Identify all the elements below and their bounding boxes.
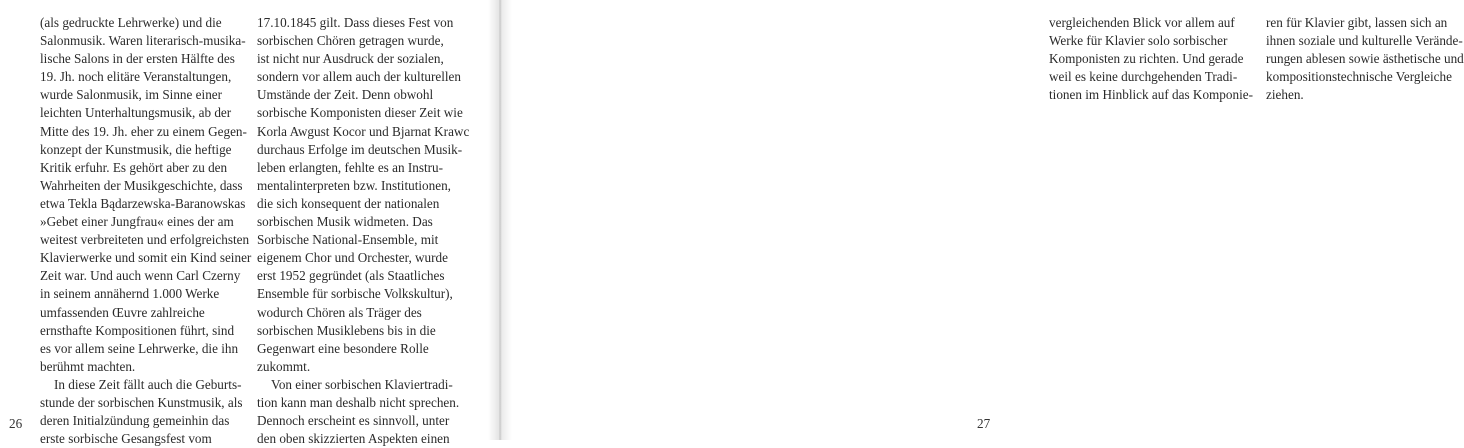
text-line: durchaus Erfolge im deutschen Musik- (257, 141, 463, 157)
text-line: Wahrheiten der Musikgeschichte, dass (40, 177, 243, 193)
left-page (0, 0, 500, 447)
text-line: die sich konsequent der nationalen (257, 195, 440, 211)
text-line: vergleichenden Blick vor allem auf (1049, 15, 1235, 30)
text-line: sorbischen Musik widmeten. Das (257, 214, 433, 230)
text-line: lische Salons in der ersten Hälfte des (40, 51, 235, 67)
text-line: stunde der sorbischen Kunstmusik, als (40, 394, 243, 410)
text-line: Salonmusik. Waren literarisch-musika- (40, 33, 246, 49)
text-line: weil es keine durchgehenden Tradi- (1049, 69, 1238, 85)
text-line: Komponisten zu richten. Und gerade (1049, 51, 1244, 67)
text-line: in seinem annähernd 1.000 Werke (40, 286, 220, 302)
text-line: Kritik erfuhr. Es gehört aber zu den (40, 159, 228, 175)
text-line: sorbische Komponisten dieser Zeit wie (257, 105, 463, 121)
page-number-left: 26 (9, 416, 23, 431)
text-line: eigenem Chor und Orchester, wurde (257, 250, 448, 266)
text-line: sorbischen Chören getragen wurde, (257, 33, 444, 49)
text-line: wodurch Chören als Träger des (257, 304, 422, 320)
text-line: 17.10.1845 gilt. Dass dieses Fest von (257, 15, 454, 30)
text-line: mentalinterpreten bzw. Institutionen, (257, 177, 451, 193)
text-line: Umstände der Zeit. Denn obwohl (257, 87, 434, 103)
text-line: Dennoch erscheint es sinnvoll, unter (257, 413, 450, 429)
text-line: sondern vor allem auch der kulturellen (257, 69, 461, 85)
text-line: Werke für Klavier solo sorbischer (1049, 33, 1228, 49)
text-line: Von einer sorbischen Klaviertradi- (271, 376, 453, 392)
text-line: sorbischen Musiklebens bis in die (257, 322, 436, 338)
right-page-column-1 (1049, 14, 1253, 104)
text-line: zukommt. (257, 358, 311, 374)
text-line: den oben skizzierten Aspekten einen (257, 431, 450, 447)
text-line: »Gebet einer Jungfrau« eines der am (40, 214, 234, 230)
text-line: berühmt machten. (40, 358, 136, 374)
text-line: Korla Awgust Kocor und Bjarnat Krawc (257, 123, 470, 139)
text-line: deren Initialzündung gemeinhin das (40, 413, 230, 429)
text-line: kompositionstechnische Vergleiche (1266, 69, 1452, 85)
right-page (500, 0, 1464, 440)
page-number-right: 27 (977, 416, 991, 431)
text-line: leichten Unterhaltungsmusik, ab der (40, 105, 232, 121)
text-line: umfassenden Œuvre zahlreiche (40, 304, 205, 320)
text-line: ren für Klavier gibt, lassen sich an (1266, 15, 1448, 30)
text-line: tion kann man deshalb nicht sprechen. (257, 394, 460, 410)
text-line: Sorbische National-Ensemble, mit (257, 232, 439, 248)
left-page-column-2 (257, 14, 469, 448)
text-line: Gegenwart eine besondere Rolle (257, 340, 429, 356)
text-line: leben erlangten, fehlte es an Instru- (257, 159, 444, 175)
text-line: Ensemble für sorbische Volkskultur), (257, 286, 453, 302)
text-line: ernsthafte Kompositionen führt, sind (40, 322, 235, 338)
text-line: wurde Salonmusik, im Sinne einer (40, 87, 223, 103)
text-line: rungen ablesen sowie ästhetische und (1266, 51, 1464, 67)
text-line: etwa Tekla Bądarzewska-Baranowskas (40, 195, 246, 211)
text-line: weitest verbreiteten und erfolgreichsten (40, 232, 250, 248)
text-line: ist nicht nur Ausdruck der sozialen, (257, 51, 444, 67)
text-line: es vor allem seine Lehrwerke, die ihn (40, 340, 239, 356)
right-page-column-2 (1266, 14, 1464, 104)
text-line: ziehen. (1266, 87, 1304, 103)
text-line: erste sorbische Gesangsfest vom (40, 431, 212, 447)
text-line: ihnen soziale und kulturelle Verände- (1266, 33, 1463, 49)
text-line: Klavierwerke und somit ein Kind seiner (40, 250, 252, 266)
text-line: (als gedruckte Lehrwerke) und die (40, 15, 222, 30)
text-line: 19. Jh. noch elitäre Veranstaltungen, (40, 69, 232, 85)
text-line: Zeit war. Und auch wenn Carl Czerny (40, 268, 241, 284)
book-gutter (488, 0, 512, 440)
text-line: Mitte des 19. Jh. eher zu einem Gegen- (40, 123, 247, 139)
text-line: konzept der Kunstmusik, die heftige (40, 141, 232, 157)
text-line: erst 1952 gegründet (als Staatliches (257, 268, 445, 284)
left-page-column-1 (40, 14, 251, 448)
text-line: In diese Zeit fällt auch die Geburts- (54, 376, 242, 392)
text-line: tionen im Hinblick auf das Komponie- (1049, 87, 1254, 103)
